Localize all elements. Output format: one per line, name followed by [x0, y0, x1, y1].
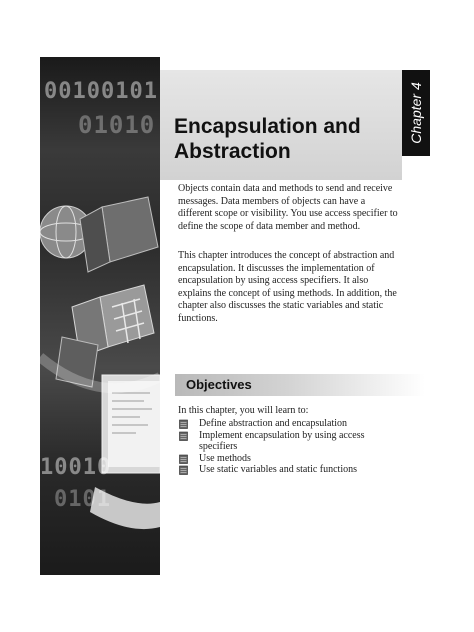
- binary-decoration-top: 00100101: [44, 79, 158, 104]
- objectives-heading: Objectives: [186, 377, 252, 392]
- objective-text: Define abstraction and encapsulation: [199, 418, 347, 429]
- objective-item: [178, 418, 400, 430]
- objective-item: [178, 430, 400, 453]
- objective-text: Use methods: [199, 452, 251, 464]
- objective-item: [178, 453, 400, 465]
- objective-text: Use static variables and static functions: [199, 464, 358, 475]
- intro-paragraph-1: Objects contain data and methods to send and receive messages. Data members of objects can have a different scope or visibility. You use access specifier to define the scope of data member and method.: [178, 183, 398, 232]
- chapter-side-artwork: [40, 57, 160, 575]
- objectives-list: [178, 418, 400, 476]
- objectives-intro: In this chapter, you will learn to:: [178, 405, 309, 416]
- chapter-title: Encapsulation and Abstraction: [174, 115, 361, 163]
- binary-decoration-bottom-2: 0101: [54, 487, 111, 512]
- objective-item: [178, 464, 400, 476]
- intro-paragraph-2: This chapter introduces the concept of abstraction and encapsulation. It discusses the implementation of encapsulation by using access specifiers. It also explains the concept of using methods. In addition, the chapter also discusses the static variables and static functions.: [178, 250, 397, 324]
- binary-decoration-bottom: 10010: [40, 455, 112, 480]
- binary-decoration-top-2: 01010: [78, 111, 156, 139]
- objective-text: Implement encapsulation by using access specifiers: [199, 429, 365, 452]
- notepad-bullet-icon: [179, 465, 188, 475]
- notepad-bullet-icon: [179, 419, 188, 429]
- chapter-tab: [402, 70, 430, 156]
- notepad-bullet-icon: [179, 431, 188, 441]
- notepad-bullet-icon: [179, 454, 188, 464]
- objectives-heading-band: [175, 374, 425, 396]
- chapter-tab-label: Chapter 4: [408, 82, 424, 144]
